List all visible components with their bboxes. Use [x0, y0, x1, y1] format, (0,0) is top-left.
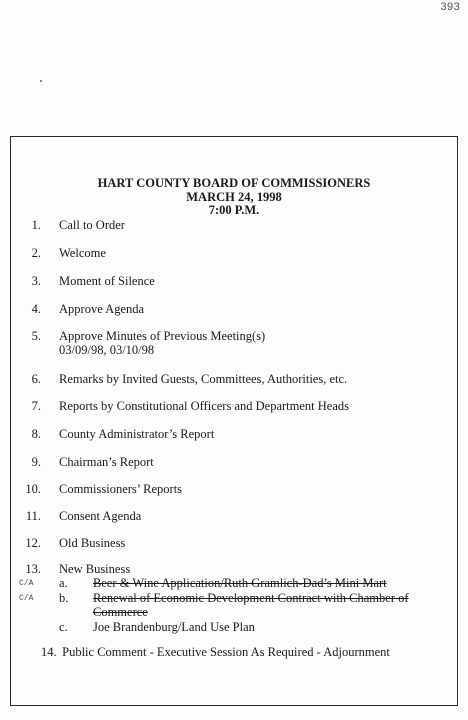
meeting-date: MARCH 24, 1998 [186, 189, 282, 204]
item-label: Public Comment - Executive Session As Required - Adjournment [62, 645, 390, 659]
item-sublabel: 03/09/98, 03/10/98 [59, 343, 155, 357]
item-label: Consent Agenda [59, 509, 142, 523]
item-number: 8. [31, 427, 41, 441]
item-number: 9. [31, 455, 41, 469]
agenda-box [10, 136, 458, 706]
item-label: Call to Order [59, 218, 125, 232]
sub-text: Renewal of Economic Development Contract with Chamber of [93, 591, 409, 605]
item-number: 2. [31, 246, 41, 260]
consent-agenda-note: C/A [19, 594, 34, 603]
item-number: 12. [25, 536, 41, 550]
item-label: Commissioners’ Reports [59, 482, 183, 496]
sub-letter: c. [59, 620, 68, 634]
agenda-header [11, 177, 457, 218]
item-number: 10. [25, 482, 41, 496]
sub-text: Joe Brandenburg/Land Use Plan [93, 620, 255, 634]
item-number: 4. [31, 302, 41, 316]
item-label: Remarks by Invited Guests, Committees, Authorities, etc. [59, 372, 348, 386]
page-number: 393 [440, 2, 460, 14]
item-number: 13. [25, 562, 41, 576]
agenda-item-14 [41, 645, 390, 659]
item-number: 1. [31, 218, 41, 232]
item-label: Welcome [59, 246, 106, 260]
sub-letter: b. [59, 591, 69, 605]
item-number: 6. [31, 372, 41, 386]
item-number: 5. [31, 329, 41, 343]
consent-agenda-note: C/A [19, 579, 34, 588]
item-label: Approve Agenda [59, 302, 145, 316]
item-label: Chairman’s Report [59, 455, 154, 469]
item-label: Old Business [59, 536, 126, 550]
item-label: Approve Minutes of Previous Meeting(s) [59, 329, 266, 343]
meeting-time: 7:00 P.M. [208, 203, 260, 217]
item-label: County Administrator’s Report [59, 427, 215, 441]
item-label: Reports by Constitutional Officers and Department Heads [59, 399, 349, 413]
item-number: 14. [41, 645, 57, 659]
item-label: New Business [59, 562, 131, 576]
scan-speck [40, 80, 42, 82]
sub-text-continued: Commerce [93, 605, 148, 619]
item-number: 7. [31, 399, 41, 413]
board-title: HART COUNTY BOARD OF COMMISSIONERS [97, 176, 371, 190]
sub-letter: a. [59, 576, 68, 590]
item-label: Moment of Silence [59, 274, 155, 288]
sub-text: Beer & Wine Application/Ruth Gramlich-Dad’s Mini Mart [93, 576, 387, 590]
item-number: 11. [25, 509, 41, 523]
item-number: 3. [31, 274, 41, 288]
